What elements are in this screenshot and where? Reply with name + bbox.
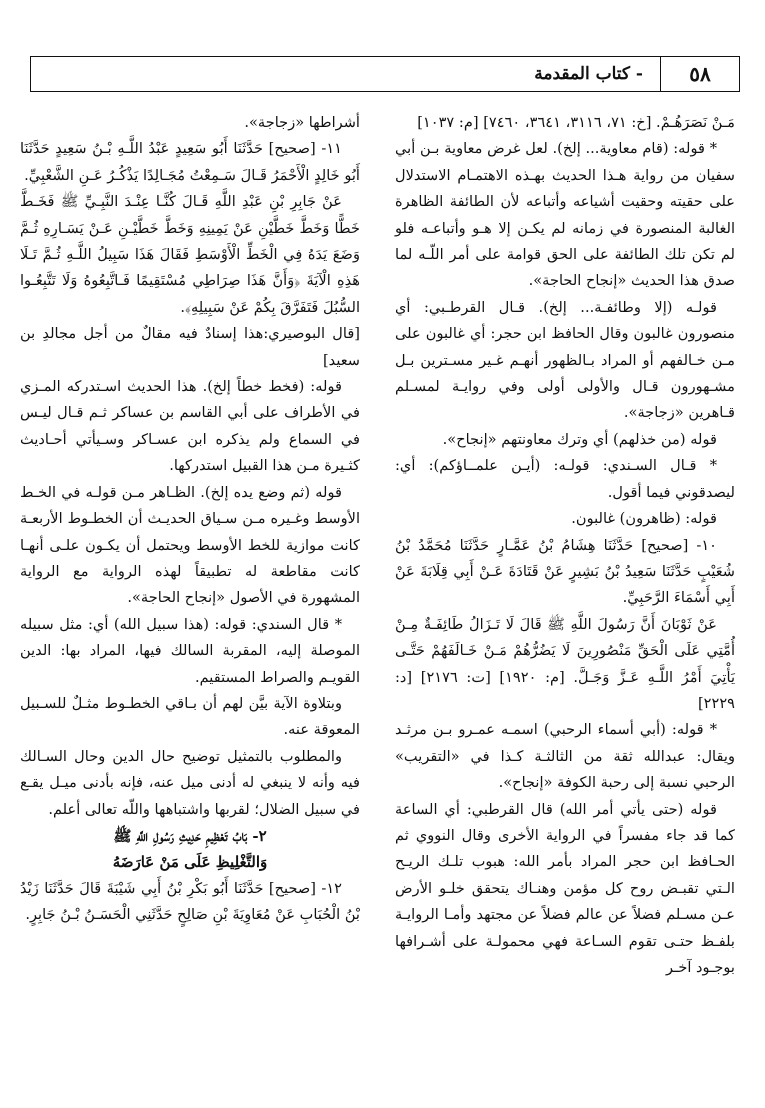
hadith-isnad: ١٠- [صحيح] حَدَّثَنَا هِشَامُ بْنُ عَمَّـارٍ حَدَّثَنَا مُحَمَّدُ بْنُ شُعَيْبٍ حَدَّثَنَا سَعِيدُ بْنُ بَشِيرٍ عَنْ قَتَادَةَ عَـنْ أَبِي قِلَابَةَ عَنْ أَبِي أَسْمَاءَ الرَّحَبِيِّ. — [395, 536, 735, 607]
hadith-isnad: ١٢- [صحيح] حَدَّثَنَا أَبُو بَكْرِ بْنُ أَبِي شَيْبَةَ قَالَ حَدَّثَنَا زَيْدُ بْنُ الْحُبَابِ عَنْ مُعَاوِيَةَ بْنِ صَالِحٍ حَدَّثَنِي الْحَسَـنُ بْـنُ جَابِرٍ. — [20, 879, 360, 924]
hadith-text: عَنْ ثَوْبَانَ أَنَّ رَسُولَ اللَّهِ ﷺ قَالَ لَا تَـزَالُ طَائِفَـةٌ مِـنْ أُمَّتِي عَلَى الْحَقِّ مَنْصُورِينَ لَا يَضُرُّهُمْ مَـنْ خَـالَفَهُمْ حَتَّـى يَأْتِيَ أَمْرُ اللَّـهِ عَـزَّ وَجَـلَّ. [م: ١٩٢٠] [ت: ٢١٧٦] [د: ٢٢٢٩] — [395, 615, 735, 712]
paragraph: والمطلوب بالتمثيل توضيح حال الدين وحال السـالك فيه وأنه لا ينبغي له أدنى ميل عنه، فإنه بأدنى ميـل يقـع في سبيل الضلال؛ لقربها واشتباهها واللّه تعالى أعلم. — [20, 747, 360, 818]
page-number: ٥٨ — [689, 62, 711, 86]
paragraph: قوله: (ظاهرون) غالبون. — [571, 510, 717, 528]
right-column — [395, 110, 735, 981]
paragraph: أشراطها «زجاجة». — [244, 114, 360, 131]
paragraph: وبتلاوة الآية بيَّن لهم أن بـاقي الخطـوط مثـلٌ للسـبيل المعوقة عنه. — [20, 694, 360, 739]
paragraph: * قال السندي: قوله: (هذا سبيل الله) أي: مثل سبيله الموصلة إليه، المقربة السالك فيها، المراد بها: الدين القويـم والصراط المستقيم. — [20, 615, 360, 686]
hadith-text: عَنْ جَابِرِ بْنِ عَبْدِ اللَّهِ قَـالَ كُنَّـا عِنْـدَ النَّبِـيِّ ﷺ فَخَـطَّ خَطًّا وَخَطَّ خَطَّيْنِ عَنْ يَمِينِهِ وَخَطَّ خَطَّيْـنِ عَـنْ يَسَـارِهِ ثُـمَّ وَضَعَ يَدَهُ فِي الْخَطِّ الْأَوْسَطِ فَقَالَ هَذَا سَبِيلُ اللَّـهِ ثُـمَّ تَـلَا هَذِهِ الْآيَةَ ﴿وَأَنَّ هَذَا صِرَاطِي مُسْتَقِيمًا فَـاتَّبِعُوهُ وَلَا تَتَّبِعُـوا السُّبُلَ فَتَفَرَّقَ بِكُمْ عَنْ سَبِيلِهِ﴾. — [20, 193, 360, 316]
chapter-heading-line2: وَالتَّغْلِيظِ عَلَى مَنْ عَارَضَهُ — [112, 853, 268, 872]
paragraph: * قوله: (أبي أسماء الرحبي) اسمـه عمـرو بـن مرثـد ويقال: عبدالله ثقة من الثالثـة كـذا في «التقريب» الرحبي نسبة إلى رحبة الكوفة «إنجاح». — [395, 721, 735, 792]
paragraph: قوله (ثم وضع يده إلخ). الظـاهر مـن قولـه في الخـط الأوسط وغـيره مـن سـياق الحديـث أن الخطـوط الأربعـة كانت موازية للخط الأوسط ويحتمل أن يكـون علـى أنهـا كانت مقاطعة له تطبيقاً لهذه الرواية مع الرواية المشهورة في الأصول «إنجاح الحاجة». — [20, 483, 360, 607]
paragraph: قولـه (إلا وطائفـة... إلخ). قـال القرطـبي: أي منصورون غالبون وقال الحافظ ابن حجر: أي غالبون على مـن خـالفهم أو المراد بـالظهور أنهـم غـير مسـترين بـل مشـهورون قـال والأولى أولى وفي روايـة لمسـلم قـاهرين «زجاجة». — [395, 298, 735, 422]
hadith-isnad: ١١- [صحيح] حَدَّثَنَا أَبُو سَعِيدٍ عَبْدُ اللَّـهِ بْـنُ سَعِيدٍ حَدَّثَنَا أَبُو خَالِدٍ الْأَحْمَرُ قَـالَ سَـمِعْتُ مُجَـالِدًا يَذْكُـرُ عَـنِ الشَّعْبِيِّ. — [20, 140, 360, 184]
paragraph: قوله: (فخط خطاً إلخ). هذا الحديث اسـتدركه المـزي في الأطراف على أبي القاسم بن عساكر ثـم قـال ليـس في السماع ولم يذكره ابن عسـاكر وسـيأتي أحـاديث كثـيرة مـن هذا القبيل استدركها. — [20, 378, 360, 475]
left-column — [20, 110, 360, 929]
header-divider — [660, 57, 661, 91]
paragraph: * قـال السـندي: قولـه: (أيـن علمــاؤكم): أي: ليصدقوني فيما أقول. — [395, 457, 735, 501]
book-title: - كتاب المقدمة — [534, 64, 643, 84]
chapter-heading-line1: ٢- بَابُ تَعْظِيمِ حَدِيثِ رَسُولِ اللَّهِ ﷺ — [113, 826, 267, 845]
grading-note: [قال البوصيري:هذا إسنادٌ فيه مقالٌ من أجل مجالدِ بن سعيد] — [20, 325, 360, 369]
page-header — [30, 56, 740, 92]
paragraph: قوله (من خذلهم) أي وترك معاونتهم «إنجاح». — [442, 430, 717, 448]
paragraph: قوله (حتى يأتي أمر الله) قال القرطبي: أي الساعة كما قد جاء مفسراً في الرواية الأخرى وقال النووي ثم الحـافظ ابن حجر المراد بأمر الله: هبوب تلـك الريـح الـتي تقبـض روح كل مؤمن وهنـاك يتحقق خلـو الأرض عـن مسـلم فضلاً عن عالم فضلاً عن مجتهد وأمـا الروايـة بلفـظ حتـى تقوم السـاعة فهي محمولـة على أشـرافها بوجـود آخـر — [395, 800, 735, 976]
paragraph: مَـنْ نَصَرَهُـمْ. [خ: ٧١، ٣١١٦، ٣٦٤١، ٧٤٦٠] [م: ١٠٣٧] — [417, 114, 735, 131]
paragraph: * قوله: (قام معاوية... إلخ). لعل غرض معاوية بـن أبي سفيان من رواية هـذا الحديث بهـذه الاهتمـام الاستدلال على حقيته وحقيت أشياعه وأتباعه لأن الطائفة الظاهرة الغالبة المنصورة في زمانه لم يكـن إلا هـو وأتباعـه فلو لم تكن تلك الطائفة على الحق قوامة على أمر اللّـه لما صدق هذا الحديث «إنجاح الحاجة». — [395, 140, 735, 290]
